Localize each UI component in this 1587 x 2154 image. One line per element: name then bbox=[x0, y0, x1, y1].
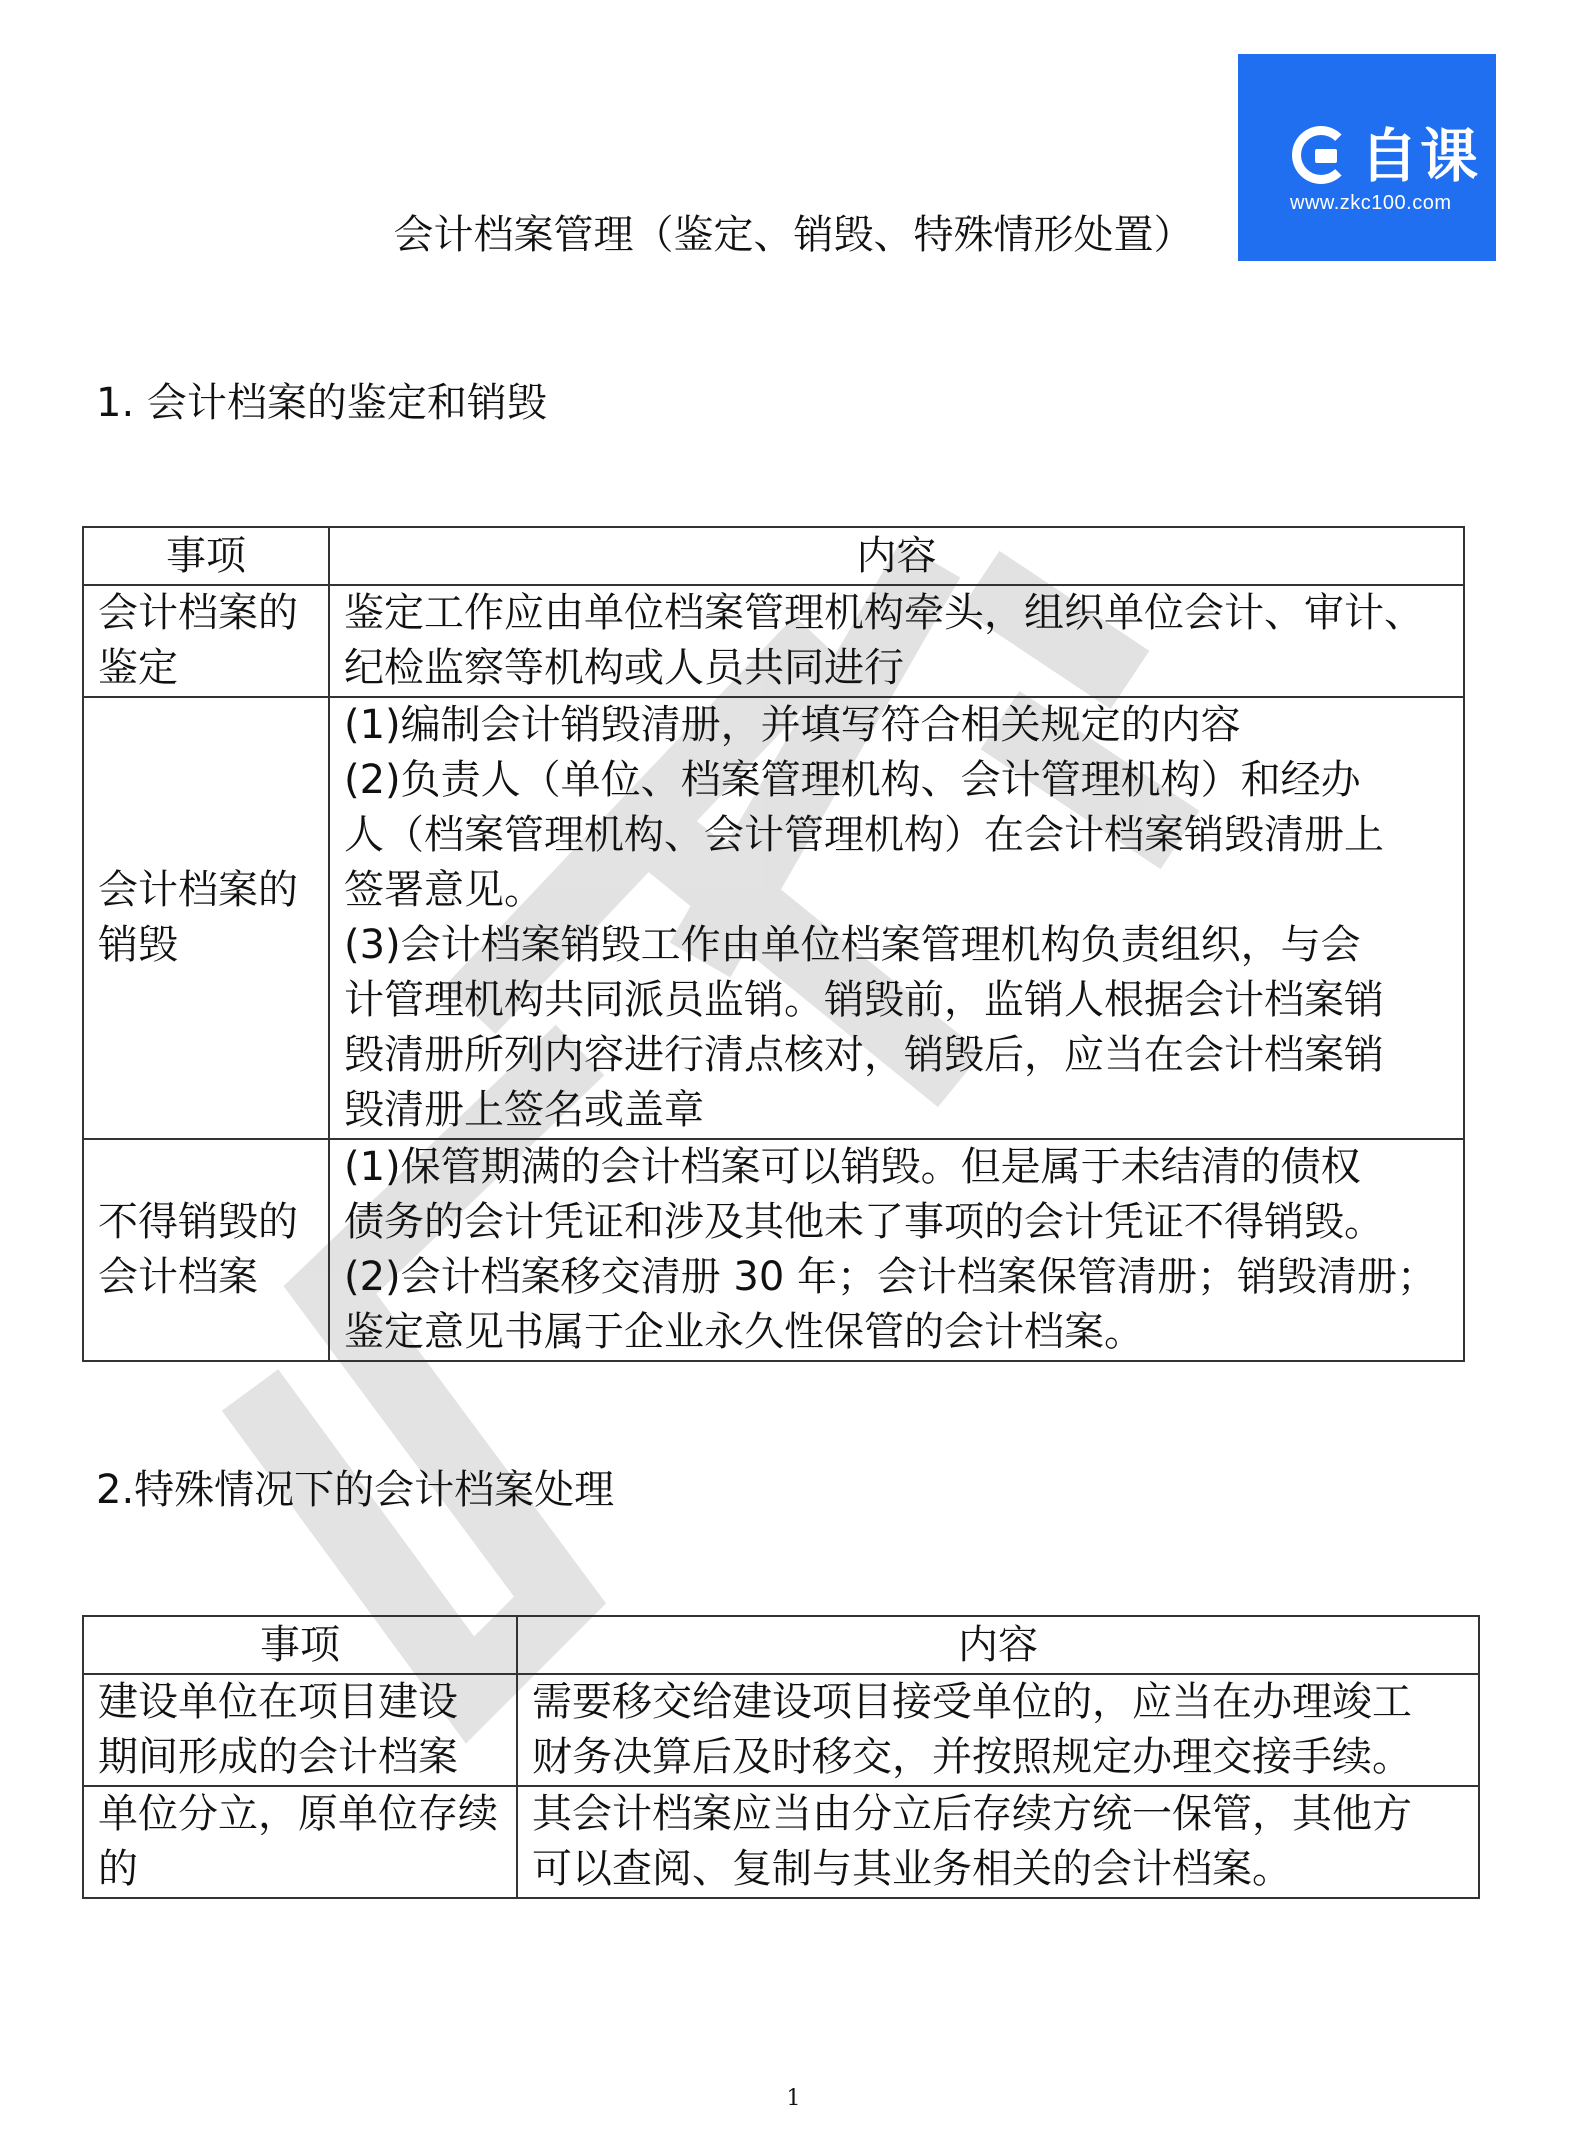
table-row bbox=[83, 1139, 1464, 1361]
logo-name: 自课 bbox=[1360, 122, 1481, 190]
table-row bbox=[83, 697, 1464, 1139]
header-content: 内容 bbox=[329, 527, 1464, 585]
content-cell: 其会计档案应当由分立后存续方统一保管，其他方 可以查阅、复制与其业务相关的会计档案。 bbox=[517, 1786, 1479, 1898]
logo-c-icon bbox=[1292, 126, 1350, 184]
header-content: 内容 bbox=[517, 1616, 1479, 1674]
table-header-row bbox=[83, 1616, 1479, 1674]
section1-table bbox=[82, 526, 1465, 1362]
item-cell: 会计档案的 鉴定 bbox=[83, 585, 329, 697]
document-title: 会计档案管理（鉴定、销毁、特殊情形处置） bbox=[393, 212, 1194, 258]
section2-table bbox=[82, 1615, 1480, 1899]
page-number: 1 bbox=[786, 2086, 801, 2111]
item-cell: 不得销毁的 会计档案 bbox=[83, 1139, 329, 1361]
table-row bbox=[83, 1786, 1479, 1898]
item-cell: 会计档案的 销毁 bbox=[83, 697, 329, 1139]
table-row bbox=[83, 585, 1464, 697]
item-cell: 单位分立，原单位存续 的 bbox=[83, 1786, 517, 1898]
content-cell: 鉴定工作应由单位档案管理机构牵头，组织单位会计、审计、 纪检监察等机构或人员共同进行 bbox=[329, 585, 1464, 697]
logo-url: www.zkc100.com bbox=[1290, 192, 1452, 214]
table-header-row bbox=[83, 527, 1464, 585]
content-cell: (1)保管期满的会计档案可以销毁。但是属于未结清的债权 债务的会计凭证和涉及其他未了事项的会计凭证不得销毁。 (2)会计档案移交清册 30 年；会计档案保管清册；销毁清册； 鉴定意见书属于企业永久性保管的会计档案。 bbox=[329, 1139, 1464, 1361]
section1-heading: 1. 会计档案的鉴定和销毁 bbox=[96, 380, 547, 426]
item-cell: 建设单位在项目建设 期间形成的会计档案 bbox=[83, 1674, 517, 1786]
table-row bbox=[83, 1674, 1479, 1786]
content-cell: (1)编制会计销毁清册，并填写符合相关规定的内容 (2)负责人（单位、档案管理机构、会计管理机构）和经办 人（档案管理机构、会计管理机构）在会计档案销毁清册上 签署意见。 (3)会计档案销毁工作由单位档案管理机构负责组织，与会 计管理机构共同派员监销。销毁前，监销人根据会计档案销 毁清册所列内容进行清点核对，销毁后，应当在会计档案销 毁清册上签名或盖章 bbox=[329, 697, 1464, 1139]
header-item: 事项 bbox=[83, 1616, 517, 1674]
header-item: 事项 bbox=[83, 527, 329, 585]
section2-heading: 2.特殊情况下的会计档案处理 bbox=[96, 1467, 615, 1513]
content-cell: 需要移交给建设项目接受单位的，应当在办理竣工 财务决算后及时移交，并按照规定办理交接手续。 bbox=[517, 1674, 1479, 1786]
